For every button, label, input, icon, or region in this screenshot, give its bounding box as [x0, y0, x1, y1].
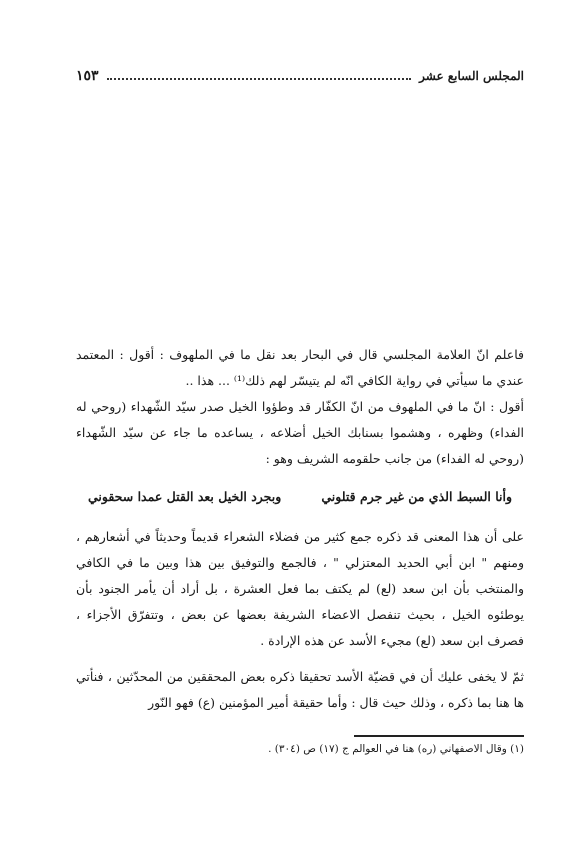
paragraph-majlisi: فاعلم انّ العلامة المجلسي قال في البحار بعد نقل ما في الملهوف : أقول : المعتمد عندي ما سيأتي في رواية الكافي انّه لم يتيسّر لهم ذلك⁽¹⁾ ... هذا ..: [76, 347, 524, 388]
paragraph-poets: على أن هذا المعنى قد ذكره جمع كثير من فضلاء الشعراء قديماً وحديثاً في أشعارهم ، ومنهم " ابن أبي الحديد المعتزلي " ، فالجمع والتوفيق بين هذا وبين ما في الكافي والمنتخب بأن ابن سعد (لع) لم يكتف بما فعل العشرة ، بل أراد أن يأمر الجنود بأن يوطئوه الخيل ، بحيث تنفصل الاعضاء الشريفة بعضها عن بعض ، وتتفرّق الأجزاء ، فصرف ابن سعد (لع) مجيء الأسد عن هذه الإرادة .: [76, 529, 524, 648]
footnote-rule: [354, 735, 524, 737]
poem-verse: [88, 484, 512, 510]
poem-second-hemistich: وبجرد الخيل بعد القتل عمدا سحقوني: [88, 489, 282, 504]
footnote: (١) وقال الاصفهاني (ره) هنا في العوالم ج (١٧) ص (٣٠٤) .: [268, 743, 524, 755]
main-text: [76, 342, 524, 716]
dot-leader: [107, 78, 412, 80]
running-title: المجلس السابع عشر: [419, 69, 524, 83]
page-header: [76, 66, 524, 86]
paragraph-lion: ثمّ لا يخفى عليك أن في قضيّة الأسد تحقيقا ذكره بعض المحققين من المحدّثين ، فنأتي ها هنا بما ذكره ، وذلك حيث قال : وأما حقيقة أمير المؤمنين (ع) فهو النّور: [76, 669, 524, 710]
paragraph-aqul: أقول : انّ ما في الملهوف من انّ الكفّار قد وطؤوا الخيل صدر سيّد الشّهداء (روحي له الفداء) وظهره ، وهشموا بسنابك الخيل أضلاعه ، يساعده ما جاء عن سيّد الشّهداء (روحي له الفداء) من جانب حلقومه الشريف وهو :: [76, 399, 524, 466]
poem-first-hemistich: وأنا السبط الذي من غير جرم قتلوني: [321, 489, 512, 504]
page-number: ١٥٣: [76, 68, 99, 84]
